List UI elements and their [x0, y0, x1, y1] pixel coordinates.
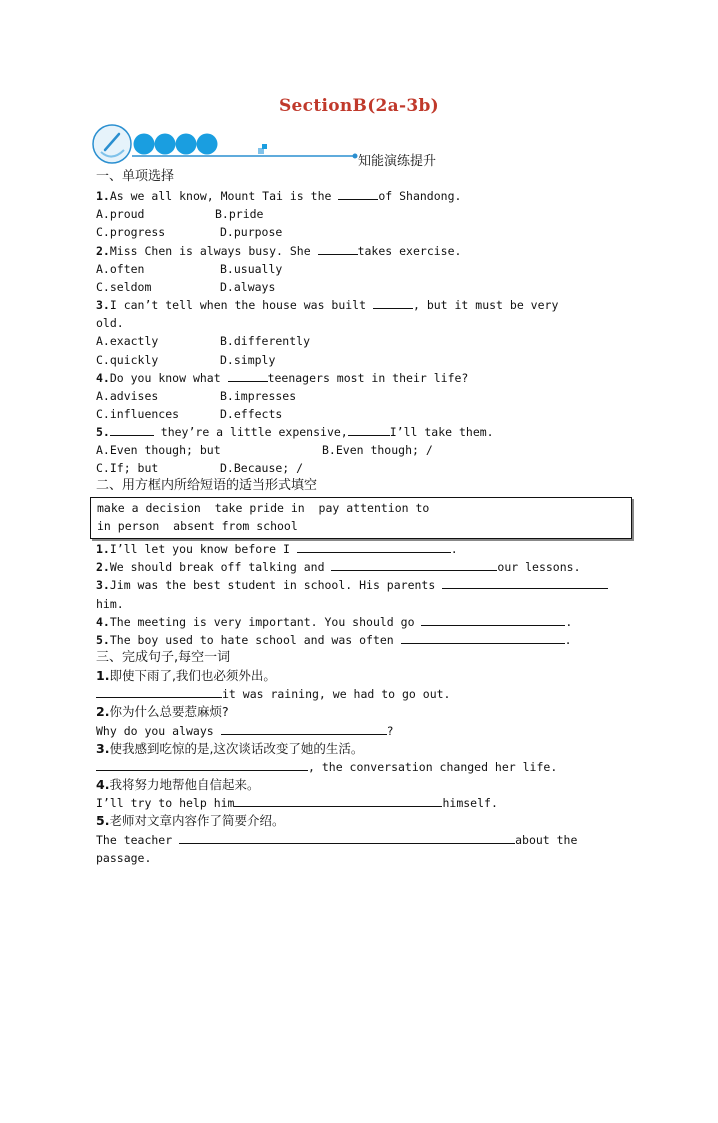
question-5: 5. they’re a little expensive, I’ll take them.	[96, 425, 494, 439]
answer-blank[interactable]	[331, 558, 497, 571]
answer-blank[interactable]	[96, 685, 222, 698]
option: C.influences	[96, 407, 180, 421]
translate-item-3-en: , the conversation changed her life.	[96, 758, 557, 776]
page-title: SectionB(2a-3b)	[278, 96, 440, 116]
option: C.quickly	[96, 353, 159, 367]
option: A.often	[96, 262, 145, 276]
fill-item-3-continued: him.	[96, 597, 124, 611]
answer-blank[interactable]	[221, 722, 387, 735]
question-3: 3.I can’t tell when the house was built , but it must be very	[96, 298, 559, 312]
section1-heading: 一、单项选择	[96, 169, 175, 184]
translate-item-1-cn: 1.即使下雨了,我们也必须外出。	[96, 668, 276, 683]
translate-item-1-en: it was raining, we had to go out.	[96, 685, 450, 703]
phrase-box-line-1: make a decision take pride in pay attention to	[97, 501, 430, 515]
answer-blank[interactable]	[110, 423, 154, 436]
option: B.pride	[215, 207, 264, 221]
fill-item-3: 3.Jim was the best student in school. His parents	[96, 576, 608, 594]
question-2: 2.Miss Chen is always busy. She takes exercise.	[96, 244, 462, 258]
fill-item-4: 4.The meeting is very important. You should go .	[96, 615, 573, 629]
option: B.Even though; /	[322, 443, 433, 457]
answer-blank[interactable]	[234, 794, 442, 807]
banner-label: 知能演练提升	[358, 154, 437, 169]
option: C.seldom	[96, 280, 152, 294]
answer-blank[interactable]	[96, 758, 308, 771]
question-3-continued: old.	[96, 316, 124, 330]
option: D.simply	[220, 353, 276, 367]
answer-blank[interactable]	[348, 423, 390, 436]
section2-heading: 二、用方框内所给短语的适当形式填空	[96, 478, 318, 493]
answer-blank[interactable]	[373, 296, 413, 309]
fill-item-5: 5.The boy used to hate school and was often .	[96, 633, 572, 647]
answer-blank[interactable]	[442, 576, 608, 589]
option: B.differently	[220, 334, 311, 348]
translate-item-4-en: I’ll try to help him himself.	[96, 796, 498, 810]
translate-item-4-cn: 4.我将努力地帮他自信起来。	[96, 777, 260, 792]
option: D.Because; /	[220, 461, 304, 475]
translate-item-5-en: The teacher about the	[96, 833, 578, 847]
option: C.If; but	[96, 461, 159, 475]
options-row: A.proud	[96, 207, 145, 221]
option: B.impresses	[220, 389, 297, 403]
translate-item-5-continued: passage.	[96, 851, 152, 865]
phrase-box	[90, 497, 632, 539]
answer-blank[interactable]	[318, 242, 358, 255]
option: C.progress	[96, 225, 166, 239]
phrase-box-line-2: in person absent from school	[97, 519, 298, 533]
option: A.advises	[96, 389, 159, 403]
section3-heading: 三、完成句子,每空一词	[96, 650, 231, 665]
option: A.exactly	[96, 334, 159, 348]
option: D.effects	[220, 407, 283, 421]
translate-item-5-cn: 5.老师对文章内容作了简要介绍。	[96, 813, 285, 828]
translate-item-3-cn: 3.使我感到吃惊的是,这次谈话改变了她的生活。	[96, 741, 364, 756]
question-1: 1.As we all know, Mount Tai is the of Shandong.	[96, 189, 462, 203]
answer-blank[interactable]	[179, 831, 515, 844]
question-4: 4.Do you know what teenagers most in their life?	[96, 371, 469, 385]
fill-item-2: 2.We should break off talking and our lessons.	[96, 560, 581, 574]
translate-item-2-en: Why do you always ?	[96, 724, 394, 738]
answer-blank[interactable]	[228, 369, 268, 382]
answer-blank[interactable]	[297, 540, 451, 553]
option: D.purpose	[220, 225, 283, 239]
option: A.Even though; but	[96, 443, 221, 457]
option: B.usually	[220, 262, 283, 276]
translate-item-2-cn: 2.你为什么总要惹麻烦?	[96, 704, 229, 719]
answer-blank[interactable]	[421, 613, 565, 626]
option: D.always	[220, 280, 276, 294]
answer-blank[interactable]	[338, 187, 378, 200]
answer-blank[interactable]	[401, 631, 565, 644]
fill-item-1: 1.I’ll let you know before I .	[96, 542, 458, 556]
